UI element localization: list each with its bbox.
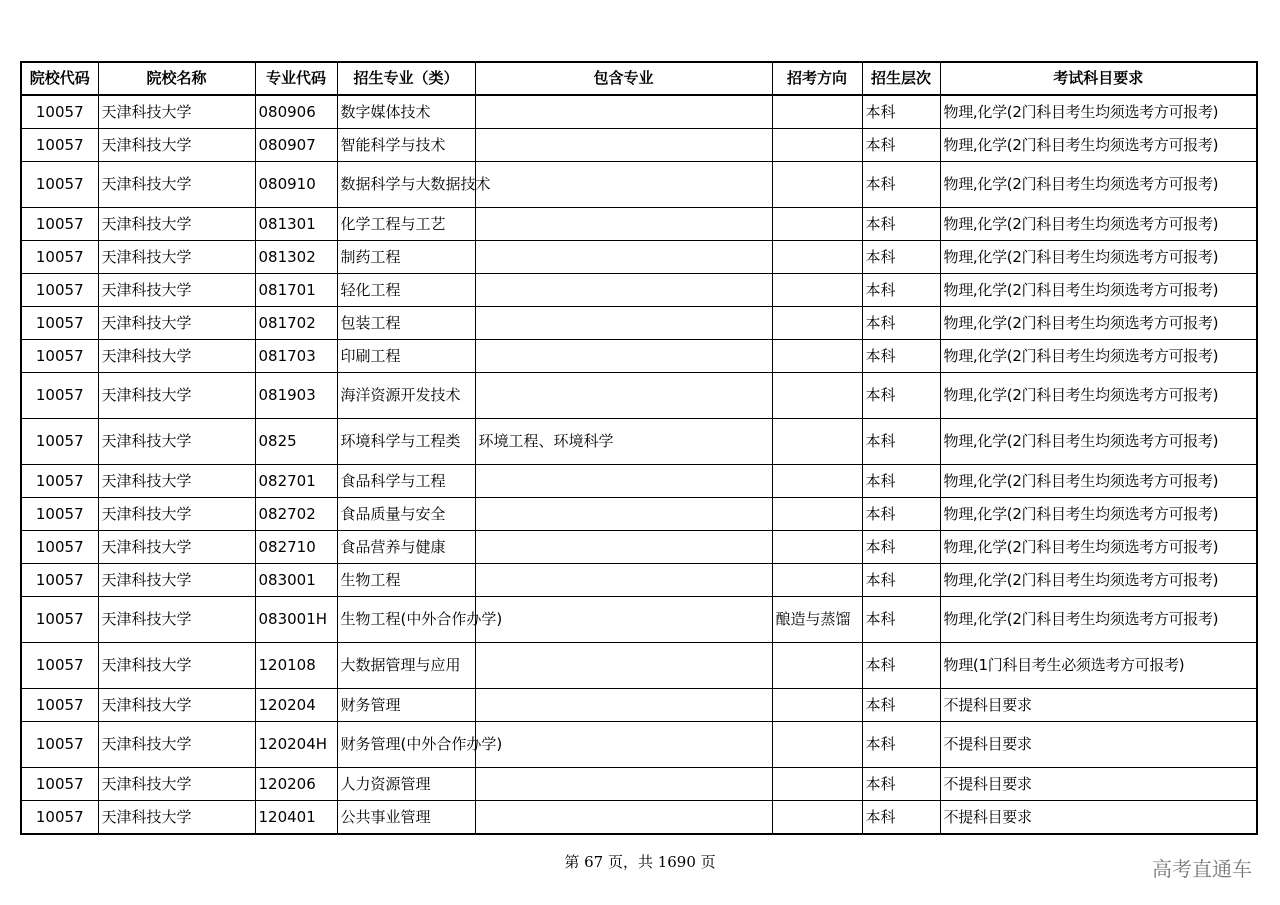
cell-level: 本科 <box>862 274 940 307</box>
table-row <box>21 597 1257 643</box>
cell-direction <box>772 689 862 722</box>
cell-subject-requirement: 不提科目要求 <box>940 801 1257 835</box>
cell-major: 海洋资源开发技术 <box>337 373 475 419</box>
cell-major: 财务管理 <box>337 689 475 722</box>
cell-major: 数据科学与大数据技术 <box>337 162 475 208</box>
cell-major: 食品质量与安全 <box>337 498 475 531</box>
admission-table <box>20 61 1258 835</box>
cell-school-name: 天津科技大学 <box>98 531 255 564</box>
cell-subject-requirement: 物理,化学(2门科目考生均须选考方可报考) <box>940 307 1257 340</box>
cell-included-majors: 环境工程、环境科学 <box>475 419 772 465</box>
cell-level: 本科 <box>862 129 940 162</box>
cell-school-code: 10057 <box>21 689 98 722</box>
cell-school-code: 10057 <box>21 274 98 307</box>
table-body <box>21 95 1257 834</box>
page-number: 第 67 页，共 1690 页 <box>564 853 716 871</box>
cell-included-majors <box>475 597 772 643</box>
cell-school-name: 天津科技大学 <box>98 722 255 768</box>
cell-school-name: 天津科技大学 <box>98 373 255 419</box>
cell-direction <box>772 564 862 597</box>
table-row <box>21 129 1257 162</box>
cell-subject-requirement: 物理,化学(2门科目考生均须选考方可报考) <box>940 162 1257 208</box>
cell-major-code: 081702 <box>255 307 337 340</box>
cell-major: 大数据管理与应用 <box>337 643 475 689</box>
cell-school-code: 10057 <box>21 768 98 801</box>
cell-school-name: 天津科技大学 <box>98 801 255 835</box>
cell-direction <box>772 531 862 564</box>
cell-major: 印刷工程 <box>337 340 475 373</box>
cell-major: 制药工程 <box>337 241 475 274</box>
cell-major-code: 083001 <box>255 564 337 597</box>
cell-included-majors <box>475 722 772 768</box>
header-major: 招生专业（类） <box>337 62 475 95</box>
cell-major-code: 081703 <box>255 340 337 373</box>
table-row <box>21 208 1257 241</box>
cell-subject-requirement: 物理,化学(2门科目考生均须选考方可报考) <box>940 498 1257 531</box>
header-major-code: 专业代码 <box>255 62 337 95</box>
table-row <box>21 768 1257 801</box>
cell-school-name: 天津科技大学 <box>98 689 255 722</box>
header-school-code: 院校代码 <box>21 62 98 95</box>
cell-school-code: 10057 <box>21 465 98 498</box>
cell-major: 公共事业管理 <box>337 801 475 835</box>
cell-major-code: 081301 <box>255 208 337 241</box>
header-included-majors: 包含专业 <box>475 62 772 95</box>
header-school-name: 院校名称 <box>98 62 255 95</box>
cell-direction <box>772 340 862 373</box>
cell-direction <box>772 95 862 129</box>
cell-subject-requirement: 物理,化学(2门科目考生均须选考方可报考) <box>940 531 1257 564</box>
cell-direction <box>772 465 862 498</box>
cell-major: 财务管理(中外合作办学) <box>337 722 475 768</box>
cell-level: 本科 <box>862 643 940 689</box>
cell-level: 本科 <box>862 801 940 835</box>
cell-major-code: 081701 <box>255 274 337 307</box>
cell-major: 轻化工程 <box>337 274 475 307</box>
cell-direction <box>772 208 862 241</box>
cell-subject-requirement: 物理,化学(2门科目考生均须选考方可报考) <box>940 465 1257 498</box>
cell-subject-requirement: 物理,化学(2门科目考生均须选考方可报考) <box>940 419 1257 465</box>
cell-school-name: 天津科技大学 <box>98 419 255 465</box>
cell-major: 生物工程 <box>337 564 475 597</box>
cell-included-majors <box>475 274 772 307</box>
cell-included-majors <box>475 307 772 340</box>
cell-level: 本科 <box>862 768 940 801</box>
cell-school-code: 10057 <box>21 129 98 162</box>
cell-school-name: 天津科技大学 <box>98 564 255 597</box>
cell-major-code: 120204H <box>255 722 337 768</box>
cell-direction <box>772 643 862 689</box>
cell-school-code: 10057 <box>21 373 98 419</box>
table-row <box>21 373 1257 419</box>
table-row <box>21 564 1257 597</box>
cell-major: 人力资源管理 <box>337 768 475 801</box>
cell-level: 本科 <box>862 498 940 531</box>
table-row <box>21 531 1257 564</box>
cell-level: 本科 <box>862 465 940 498</box>
cell-school-name: 天津科技大学 <box>98 340 255 373</box>
cell-major: 数字媒体技术 <box>337 95 475 129</box>
table-row <box>21 419 1257 465</box>
cell-subject-requirement: 物理,化学(2门科目考生均须选考方可报考) <box>940 129 1257 162</box>
cell-school-code: 10057 <box>21 643 98 689</box>
cell-school-name: 天津科技大学 <box>98 597 255 643</box>
cell-major-code: 080910 <box>255 162 337 208</box>
cell-included-majors <box>475 208 772 241</box>
cell-direction <box>772 373 862 419</box>
cell-direction <box>772 498 862 531</box>
cell-included-majors <box>475 531 772 564</box>
cell-school-name: 天津科技大学 <box>98 768 255 801</box>
cell-school-name: 天津科技大学 <box>98 129 255 162</box>
cell-subject-requirement: 不提科目要求 <box>940 722 1257 768</box>
cell-school-name: 天津科技大学 <box>98 241 255 274</box>
table-row <box>21 801 1257 835</box>
table-row <box>21 274 1257 307</box>
cell-school-code: 10057 <box>21 162 98 208</box>
cell-direction <box>772 801 862 835</box>
cell-subject-requirement: 物理,化学(2门科目考生均须选考方可报考) <box>940 597 1257 643</box>
cell-direction <box>772 307 862 340</box>
table-header-row <box>21 62 1257 95</box>
watermark-logo: 高考直通车 <box>1152 857 1252 881</box>
table-row <box>21 162 1257 208</box>
cell-included-majors <box>475 564 772 597</box>
cell-subject-requirement: 物理,化学(2门科目考生均须选考方可报考) <box>940 373 1257 419</box>
table-row <box>21 498 1257 531</box>
cell-direction: 酿造与蒸馏 <box>772 597 862 643</box>
cell-level: 本科 <box>862 689 940 722</box>
cell-included-majors <box>475 801 772 835</box>
cell-school-code: 10057 <box>21 419 98 465</box>
cell-level: 本科 <box>862 564 940 597</box>
cell-subject-requirement: 物理,化学(2门科目考生均须选考方可报考) <box>940 274 1257 307</box>
cell-included-majors <box>475 498 772 531</box>
cell-level: 本科 <box>862 373 940 419</box>
cell-included-majors <box>475 689 772 722</box>
cell-direction <box>772 274 862 307</box>
cell-major-code: 120108 <box>255 643 337 689</box>
cell-included-majors <box>475 340 772 373</box>
cell-included-majors <box>475 465 772 498</box>
cell-major-code: 081903 <box>255 373 337 419</box>
table-row <box>21 465 1257 498</box>
cell-subject-requirement: 物理,化学(2门科目考生均须选考方可报考) <box>940 241 1257 274</box>
table-row <box>21 722 1257 768</box>
cell-school-code: 10057 <box>21 307 98 340</box>
cell-major-code: 081302 <box>255 241 337 274</box>
cell-school-name: 天津科技大学 <box>98 162 255 208</box>
cell-level: 本科 <box>862 531 940 564</box>
cell-level: 本科 <box>862 722 940 768</box>
cell-direction <box>772 162 862 208</box>
cell-major-code: 083001H <box>255 597 337 643</box>
cell-level: 本科 <box>862 340 940 373</box>
cell-major: 食品科学与工程 <box>337 465 475 498</box>
cell-subject-requirement: 不提科目要求 <box>940 768 1257 801</box>
cell-school-name: 天津科技大学 <box>98 465 255 498</box>
cell-level: 本科 <box>862 419 940 465</box>
cell-school-name: 天津科技大学 <box>98 95 255 129</box>
cell-school-code: 10057 <box>21 597 98 643</box>
cell-school-code: 10057 <box>21 531 98 564</box>
cell-school-code: 10057 <box>21 801 98 835</box>
cell-school-code: 10057 <box>21 340 98 373</box>
cell-school-code: 10057 <box>21 95 98 129</box>
table-row <box>21 643 1257 689</box>
cell-direction <box>772 241 862 274</box>
cell-school-name: 天津科技大学 <box>98 643 255 689</box>
cell-school-name: 天津科技大学 <box>98 498 255 531</box>
cell-school-name: 天津科技大学 <box>98 274 255 307</box>
cell-level: 本科 <box>862 597 940 643</box>
cell-included-majors <box>475 241 772 274</box>
cell-included-majors <box>475 129 772 162</box>
table-row <box>21 689 1257 722</box>
cell-major-code: 080906 <box>255 95 337 129</box>
cell-included-majors <box>475 768 772 801</box>
cell-major: 包装工程 <box>337 307 475 340</box>
cell-school-name: 天津科技大学 <box>98 307 255 340</box>
cell-level: 本科 <box>862 162 940 208</box>
cell-major: 化学工程与工艺 <box>337 208 475 241</box>
cell-school-code: 10057 <box>21 498 98 531</box>
header-subject-requirement: 考试科目要求 <box>940 62 1257 95</box>
cell-school-name: 天津科技大学 <box>98 208 255 241</box>
cell-school-code: 10057 <box>21 241 98 274</box>
cell-major-code: 082710 <box>255 531 337 564</box>
cell-included-majors <box>475 162 772 208</box>
cell-subject-requirement: 物理,化学(2门科目考生均须选考方可报考) <box>940 208 1257 241</box>
cell-subject-requirement: 物理,化学(2门科目考生均须选考方可报考) <box>940 564 1257 597</box>
header-level: 招生层次 <box>862 62 940 95</box>
table-row <box>21 340 1257 373</box>
cell-major: 环境科学与工程类 <box>337 419 475 465</box>
cell-subject-requirement: 不提科目要求 <box>940 689 1257 722</box>
cell-major-code: 082702 <box>255 498 337 531</box>
cell-included-majors <box>475 643 772 689</box>
cell-level: 本科 <box>862 208 940 241</box>
cell-direction <box>772 129 862 162</box>
cell-major-code: 120401 <box>255 801 337 835</box>
cell-major: 智能科学与技术 <box>337 129 475 162</box>
cell-major-code: 120204 <box>255 689 337 722</box>
cell-included-majors <box>475 373 772 419</box>
header-direction: 招考方向 <box>772 62 862 95</box>
cell-direction <box>772 768 862 801</box>
table-row <box>21 307 1257 340</box>
cell-subject-requirement: 物理,化学(2门科目考生均须选考方可报考) <box>940 340 1257 373</box>
cell-level: 本科 <box>862 95 940 129</box>
cell-subject-requirement: 物理(1门科目考生必须选考方可报考) <box>940 643 1257 689</box>
cell-major-code: 0825 <box>255 419 337 465</box>
cell-major-code: 080907 <box>255 129 337 162</box>
cell-level: 本科 <box>862 307 940 340</box>
table-row <box>21 241 1257 274</box>
cell-included-majors <box>475 95 772 129</box>
cell-major-code: 120206 <box>255 768 337 801</box>
cell-major-code: 082701 <box>255 465 337 498</box>
cell-direction <box>772 419 862 465</box>
cell-major: 生物工程(中外合作办学) <box>337 597 475 643</box>
cell-direction <box>772 722 862 768</box>
cell-school-code: 10057 <box>21 208 98 241</box>
cell-level: 本科 <box>862 241 940 274</box>
table-row <box>21 95 1257 129</box>
cell-school-code: 10057 <box>21 564 98 597</box>
cell-major: 食品营养与健康 <box>337 531 475 564</box>
cell-school-code: 10057 <box>21 722 98 768</box>
cell-subject-requirement: 物理,化学(2门科目考生均须选考方可报考) <box>940 95 1257 129</box>
